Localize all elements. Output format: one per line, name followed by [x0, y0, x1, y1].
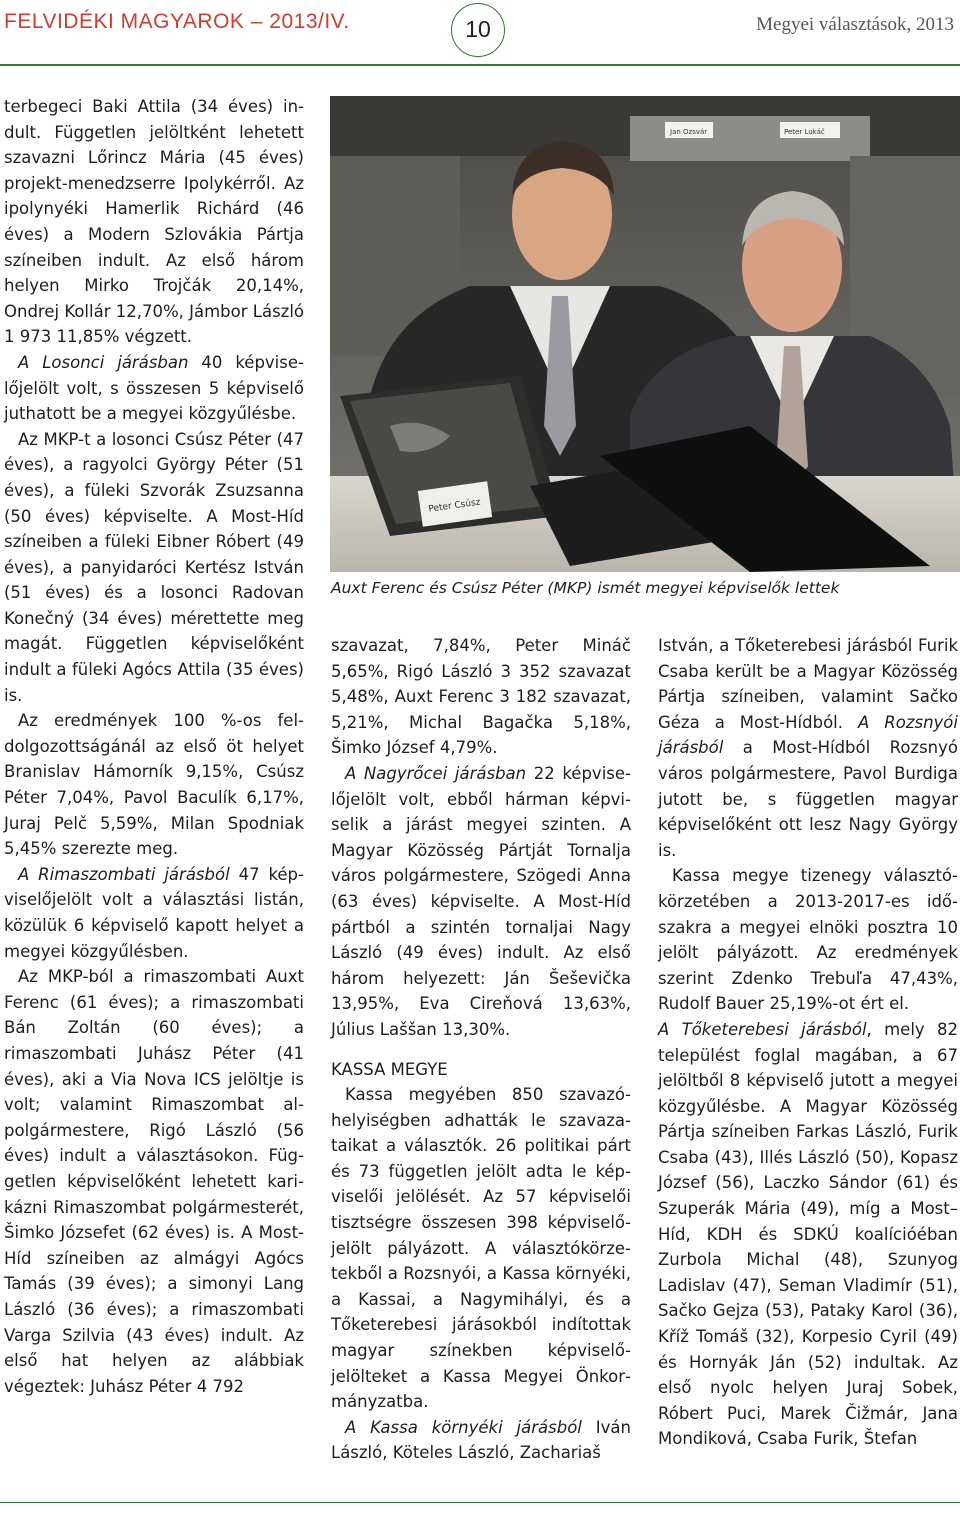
paragraph: szavazat, 7,84%, Peter Mináč 5,65%, Rigó László 3 352 szavazat 5,48%, Auxt Ferenc 3 182 szavazat, 5,21%, Michal Bagačka 5,18%, Šimko József 4,79%. — [331, 636, 631, 758]
article-column-1 — [4, 94, 304, 1399]
paragraph-text: 47 képviselőjelölt volt a választási listán, közülük 6 képviselő kapott helyet a megyei közgyűlésben. — [4, 864, 304, 961]
section-title: Megyei választások, 2013 — [756, 14, 954, 35]
page-number: 10 — [451, 3, 505, 57]
paragraph — [4, 350, 304, 427]
nameplate-top-2: Peter Lukáč — [784, 128, 825, 136]
publication-title: FELVIDÉKI MAGYAROK – 2013/IV. — [4, 10, 350, 33]
paragraph — [331, 761, 631, 1043]
paragraph: Az eredmények 100 %-os feldolgozottságánál az első öt helyet Branislav Hámorník 9,15%, Csúsz Péter 7,04%, Pavol Baculík 6,17%, Juraj Pelč 5,59%, Milan Spodniak 5,45% szerezte meg. — [4, 711, 304, 859]
paragraph: Az MKP-ból a rimaszombati Auxt Ferenc (61 éves); a rimaszombati Bán Zoltán (60 éves); a rimaszombati Juhász Péter (41 éves), aki a Via Nova ICS jelöltje is volt; valamint Rimaszombat alpolgármestere, Rigó László (56 éves) indult a választásokon. Független képviselőként lehetett karikázni Rimaszombat polgármesterét, Šimko Józsefet (62 éves) is. A Most-Híd színeiben az almágyi Agócs Tamás (39 éves); a simonyi Lang László (36 éves); a rimaszombati Varga Szilvia (43 éves) indult. Az első hat helyen az alábbiak végeztek: Juhász Péter 4 792 — [4, 967, 304, 1396]
paragraph — [331, 1415, 631, 1466]
photo-caption: Auxt Ferenc és Csúsz Péter (MKP) ismét megyei képviselők lettek — [331, 579, 840, 597]
paragraph: terbegeci Baki Attila (34 éves) indult. Független jelöltként lehetett szavazni Lőrincz Mária (45 éves) projekt-menedzserre Ipolykérről. Az ipolynyéki Hamerlik Richárd (46 éves) a Modern Szlovákia Pártja színeiben indult. Az első három helyen Mirko Trojčák 20,14%, Ondrej Kollár 12,70%, Jámbor László 1 973 11,85% végzett. — [4, 97, 305, 347]
section-heading: KASSA MEGYE — [331, 1059, 448, 1079]
footer-rule — [0, 1502, 960, 1503]
paragraph-text: , mely 82 települést foglal magában, a 67 jelöltből 8 képviselő jutott a megyei közgyűlésbe. A Magyar Közösség Pártja színeiben Farkas László, Furik Csaba (43), Illés László (50), Kopasz József (56), Laczko Sándor (61) és Szuperák Mária (49), míg a Most–Híd, KDH és SDKÚ koalícióéban Zurbola Michal (48), Szunyog Ladislav (47), Seman Vladimír (51), Sačko Gejza (53), Pataky Karol (36), Kříž Tomáš (32), Korpesio Cyril (49) és Hornyák Ján (52) indultak. Az első nyolc helyen Juraj Sobek, Róbert Puci, Marek Čižmár, Jana Mondiková, Csaba Furik, Štefan — [658, 1019, 958, 1449]
article-column-3 — [658, 633, 958, 1452]
header-rule — [0, 64, 960, 66]
emphasis: A Tőketerebesi járásból — [658, 1019, 867, 1039]
paragraph — [4, 862, 304, 964]
photo-illustration — [330, 96, 960, 572]
nameplate-left: Peter Csúsz — [427, 497, 482, 515]
emphasis: A Kassa környéki járásból — [345, 1417, 582, 1437]
paragraph: Az MKP-t a losonci Csúsz Péter (47 éves), a ragyolci György Péter (51 éves), a füleki Szvorák Zsuzsanna (50 éves) képviselte. A Most-Híd színeiben a füleki Eibner Róbert (49 éves), a panyidaróci Kertész István (51 éves) és a losonci Radovan Konečný (34 éves) mérettette meg magát. Független képviselőként indult a füleki Agócs Attila (35 éves) is. — [4, 429, 304, 705]
emphasis: A Losonci járásban — [18, 352, 189, 372]
paragraph-text: Iván László, Köteles László, Zachariaš — [331, 1417, 631, 1463]
emphasis: A Rozsnyói járásból — [658, 712, 958, 758]
paragraph-text: 40 képviselőjelölt volt, s összesen 5 képviselő juthatott be a megyei közgyűlésbe. — [4, 352, 304, 424]
paragraph — [658, 1017, 958, 1452]
emphasis: A Nagyrőcei járásban — [345, 763, 527, 783]
paragraph: Kassa megye tizenegy választókörzetében a 2013-2017-es időszakra a megyei elnöki posztra 10 jelölt pályázott. Az eredmények szerint Zdenko Trebuľa 47,43%, Rudolf Bauer 25,19%-ot ért el. — [658, 866, 958, 1014]
paragraph-text: a Most-Hídból Rozsnyó város polgármestere, Pavol Burdiga jutott be, s független magyar képviselőként ott lesz Nagy György is. — [658, 738, 958, 860]
paragraph — [658, 633, 958, 863]
article-column-2 — [331, 633, 631, 1466]
paragraph: Kassa megyében 850 szavazóhelyiségben adhatták le szavazataikat a választók. 26 politikai párt és 73 független jelölt adta le képviselői jelölését. Az 57 képviselői tisztségre összesen 398 képviselőjelölt pályázott. A választókörzetekből a Rozsnyói, a Kassa környéki, a Kassai, a Nagymihályi, és a Tőketerebesi járásokból indítottak magyar színekben képviselőjelölteket a Kassa Megyei Önkormányzatba. — [331, 1085, 631, 1412]
emphasis: A Rimaszombati járásból — [18, 864, 230, 884]
paragraph-text: 22 képviselőjelölt volt, ebből hárman képviselik a járást megyei szinten. A Magyar Közösség Pártját Tornalja város polgármestere, Szögedi Anna (63 éves) képviselte. A Most-Híd pártból a szintén tornaljai Nagy László (49 éves) indult. Az első három helyezett: Ján Šeševička 13,95%, Eva Cireňová 13,63%, Július Laššan 13,30%. — [331, 763, 631, 1039]
paragraph-text: István, a Tőketerebesi járásból Furik Csaba került be a Magyar Közösség Pártja színeiben, valamint Sačko Géza a Most-Hídból. — [658, 636, 958, 732]
nameplate-top-1: Jan Ozsvár — [670, 128, 708, 136]
article-photo — [330, 96, 960, 572]
